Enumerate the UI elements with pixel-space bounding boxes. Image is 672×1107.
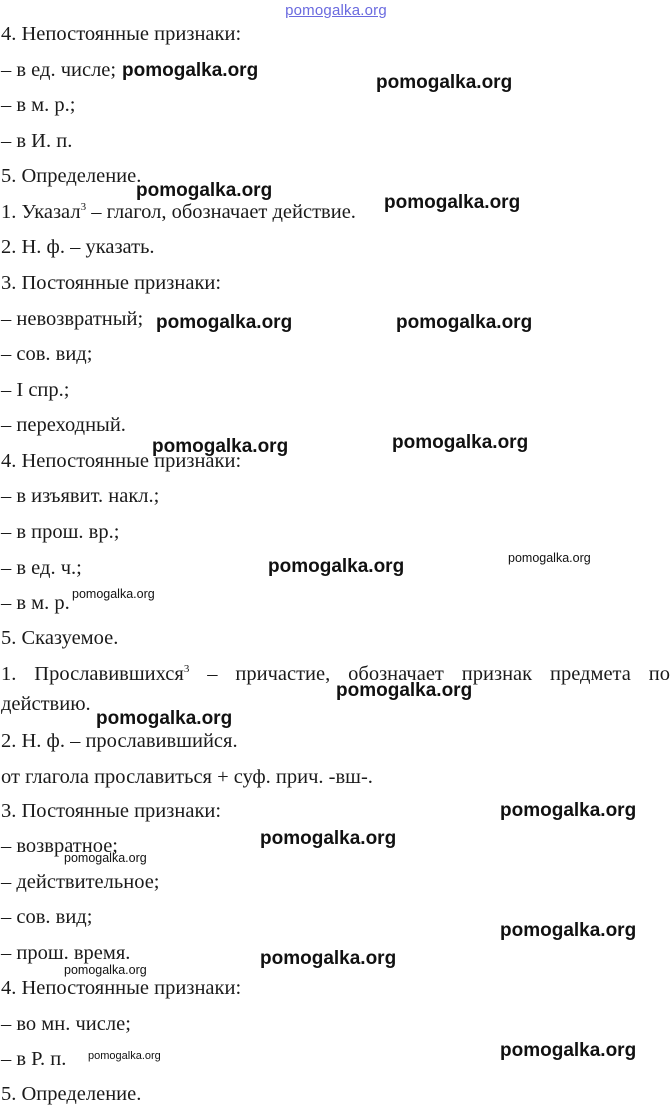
watermark: pomogalka.org (268, 556, 405, 577)
watermark: pomogalka.org (260, 828, 397, 849)
text-line: – прош. время. (1, 942, 131, 964)
text-line: 2. Н. ф. – прославившийся. (1, 730, 238, 752)
site-header-link[interactable]: pomogalka.org (285, 2, 387, 19)
text-line: – переходный. (1, 414, 126, 436)
watermark: pomogalka.org (96, 708, 233, 729)
text-line: 5. Сказуемое. (1, 627, 119, 649)
text-line: – в изъявит. накл.; (1, 485, 160, 507)
text-line: 3. Постоянные признаки: (1, 272, 222, 294)
text-segment: 1. Указал (1, 201, 81, 223)
text-segment: – глагол, обозначает действие. (91, 201, 356, 223)
watermark: pomogalka.org (500, 920, 637, 941)
watermark: pomogalka.org (500, 800, 637, 821)
watermark: pomogalka.org (72, 587, 155, 601)
watermark: pomogalka.org (88, 1050, 161, 1062)
text-line: – в прош. вр.; (1, 521, 120, 543)
watermark: pomogalka.org (384, 192, 521, 213)
watermark: pomogalka.org (122, 60, 259, 81)
watermark: pomogalka.org (336, 680, 473, 701)
text-line: 5. Определение. (1, 165, 142, 187)
text-line: – возвратное; (1, 835, 118, 857)
text-line: – в м. р. (1, 592, 70, 614)
text-line (1, 200, 356, 224)
text-line: 4. Непостоянные признаки: (1, 23, 242, 45)
text-line: от глагола прославиться + суф. прич. -вш-. (1, 766, 373, 788)
text-line: 4. Непостоянные признаки: (1, 450, 242, 472)
watermark: pomogalka.org (396, 312, 533, 333)
watermark: pomogalka.org (136, 180, 273, 201)
text-segment: – причастие, обозначает признак предмета по (207, 663, 670, 685)
watermark: pomogalka.org (152, 436, 289, 457)
watermark: pomogalka.org (260, 948, 397, 969)
watermark: pomogalka.org (392, 432, 529, 453)
text-line: – действительное; (1, 871, 160, 893)
watermark: pomogalka.org (64, 851, 147, 865)
text-line: – во мн. числе; (1, 1013, 131, 1035)
text-line: – сов. вид; (1, 343, 93, 365)
text-line: – в м. р.; (1, 94, 76, 116)
text-line: – в ед. ч.; (1, 557, 82, 579)
watermark: pomogalka.org (376, 72, 513, 93)
text-line: – в И. п. (1, 130, 73, 152)
text-line: – в ед. числе; (1, 59, 117, 81)
watermark: pomogalka.org (508, 551, 591, 565)
text-line: – невозвратный; (1, 308, 144, 330)
watermark: pomogalka.org (64, 963, 147, 977)
text-line: 3. Постоянные признаки: (1, 800, 222, 822)
text-line: действию. (1, 693, 91, 715)
text-line: 2. Н. ф. – указать. (1, 236, 155, 258)
text-line: – I спр.; (1, 379, 70, 401)
watermark: pomogalka.org (156, 312, 293, 333)
watermark: pomogalka.org (500, 1040, 637, 1061)
footnote-mark: 3 (80, 201, 87, 213)
text-segment: 1. Прославившихся (1, 663, 184, 685)
text-line: – в Р. п. (1, 1048, 67, 1070)
footnote-mark: 3 (183, 663, 190, 675)
text-line: 4. Непостоянные признаки: (1, 977, 242, 999)
text-line: – сов. вид; (1, 906, 93, 928)
text-line: 5. Определение. (1, 1083, 142, 1105)
